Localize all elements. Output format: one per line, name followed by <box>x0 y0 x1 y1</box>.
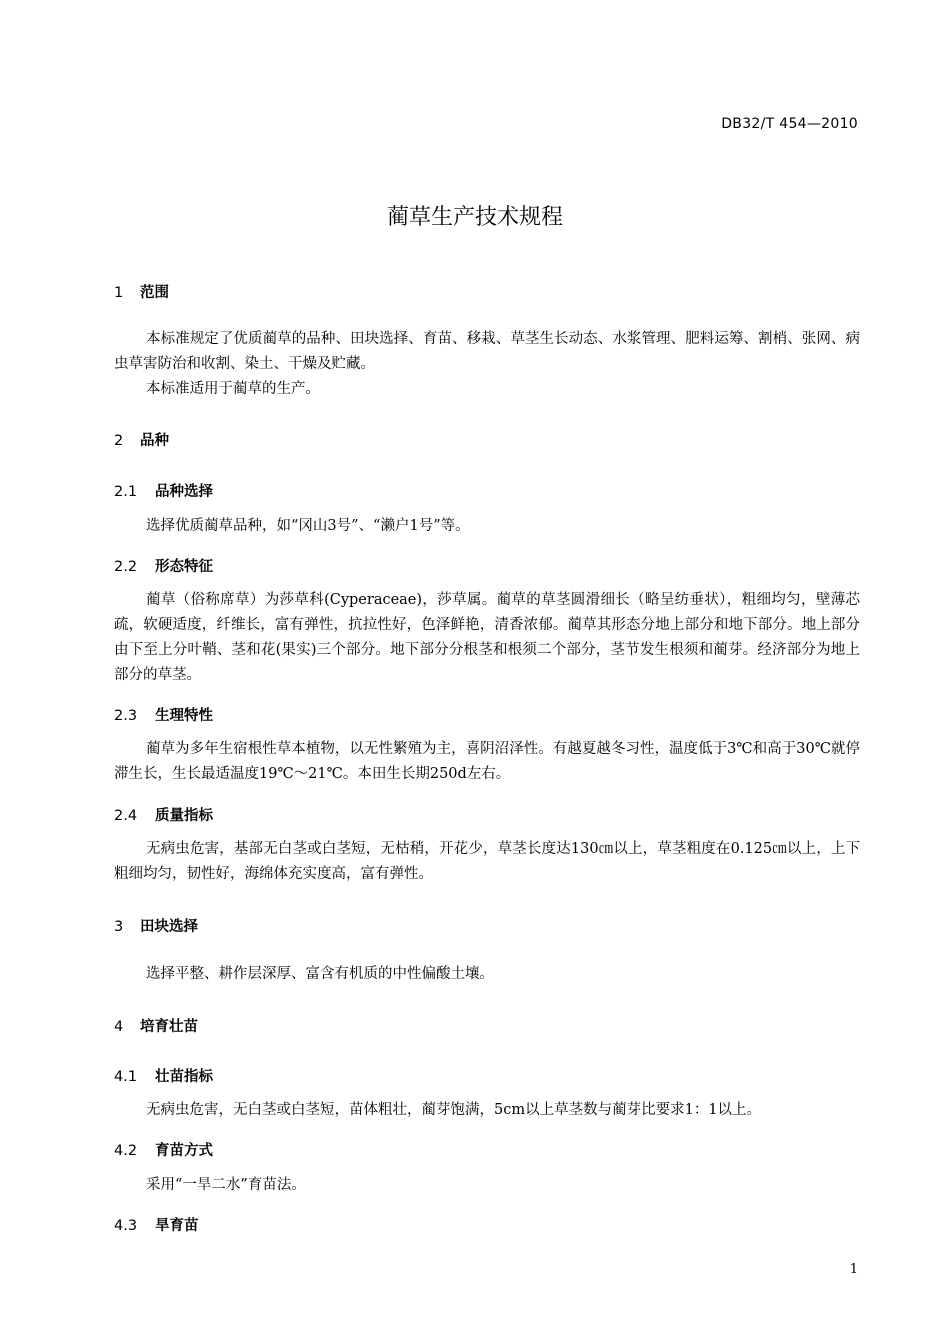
section-number: 1 <box>114 285 124 301</box>
section-number: 4.2 <box>114 1143 138 1159</box>
section-title: 旱育苗 <box>155 1218 199 1234</box>
section-4-2-heading <box>114 1139 213 1160</box>
section-2-1-heading <box>114 480 213 501</box>
section-title: 品种选择 <box>155 484 213 500</box>
section-1-heading <box>114 281 169 302</box>
section-title: 生理特性 <box>155 708 213 724</box>
section-number: 3 <box>114 919 124 935</box>
section-3-paragraph: 选择平整、耕作层深厚、富含有机质的中性偏酸土壤。 <box>146 966 494 982</box>
section-number: 4.1 <box>114 1069 138 1085</box>
section-4-1-paragraph: 无病虫危害，无白茎或白茎短，苗体粗壮，蔺芽饱满，5cm以上草茎数与蔺芽比要求1：1以上。 <box>146 1102 762 1118</box>
section-number: 2.4 <box>114 808 138 824</box>
document-title: 蔺草生产技术规程 <box>386 205 563 230</box>
section-2-4-heading <box>114 804 213 825</box>
section-2-3-heading <box>114 704 213 725</box>
section-2-2-heading <box>114 555 213 576</box>
section-4-heading <box>114 1015 198 1036</box>
section-1-paragraph-1: 本标准规定了优质蔺草的品种、田块选择、育苗、移栽、草茎生长动态、水浆管理、肥料运筹、割梢、张网、病虫草害防治和收割、染土、干燥及贮藏。 <box>114 331 860 372</box>
section-4-3-heading <box>114 1214 199 1235</box>
section-number: 2.2 <box>114 559 138 575</box>
section-title: 质量指标 <box>155 808 213 824</box>
standard-code: DB32/T 454—2010 <box>721 116 858 132</box>
section-2-1-paragraph: 选择优质蔺草品种，如“冈山3号”、“濑户1号”等。 <box>146 518 470 534</box>
section-3-heading <box>114 915 198 936</box>
section-number: 4 <box>114 1019 124 1035</box>
section-title: 田块选择 <box>140 919 198 935</box>
section-title: 培育壮苗 <box>140 1019 198 1035</box>
section-number: 2.3 <box>114 708 138 724</box>
section-4-2-paragraph: 采用“一旱二水”育苗法。 <box>146 1177 306 1193</box>
section-4-1-heading <box>114 1065 213 1086</box>
section-title: 育苗方式 <box>155 1143 213 1159</box>
section-2-2-paragraph: 蔺草（俗称席草）为莎草科(Cyperaceae)，莎草属。蔺草的草茎圆滑细长（略呈纺垂状），粗细均匀，壁薄芯疏，软硬适度，纤维长，富有弹性，抗拉性好，色泽鲜艳，清香浓郁。蔺草其形态分地上部分和地下部分。地上部分由下至上分叶鞘、茎和花(果实)三个部分。地下部分分根茎和根须二个部分，茎节发生根须和蔺芽。经济部分为地上部分的草茎。 <box>114 592 860 683</box>
section-2-3-paragraph: 蔺草为多年生宿根性草本植物，以无性繁殖为主，喜阴沼泽性。有越夏越冬习性，温度低于3℃和高于30℃就停滞生长，生长最适温度19℃～21℃。本田生长期250d左右。 <box>114 741 860 782</box>
page-number: 1 <box>849 1262 858 1277</box>
section-2-heading <box>114 429 169 450</box>
section-title: 品种 <box>140 433 169 449</box>
section-number: 2 <box>114 433 124 449</box>
section-2-4-paragraph: 无病虫危害，基部无白茎或白茎短，无枯稍，开花少，草茎长度达130㎝以上，草茎粗度在0.125㎝以上，上下粗细均匀，韧性好，海绵体充实度高，富有弹性。 <box>114 841 860 882</box>
section-title: 壮苗指标 <box>155 1069 213 1085</box>
section-number: 2.1 <box>114 484 138 500</box>
section-title: 形态特征 <box>155 559 213 575</box>
section-1-paragraph-2: 本标准适用于蔺草的生产。 <box>146 381 320 397</box>
section-number: 4.3 <box>114 1218 138 1234</box>
section-title: 范围 <box>140 285 169 301</box>
